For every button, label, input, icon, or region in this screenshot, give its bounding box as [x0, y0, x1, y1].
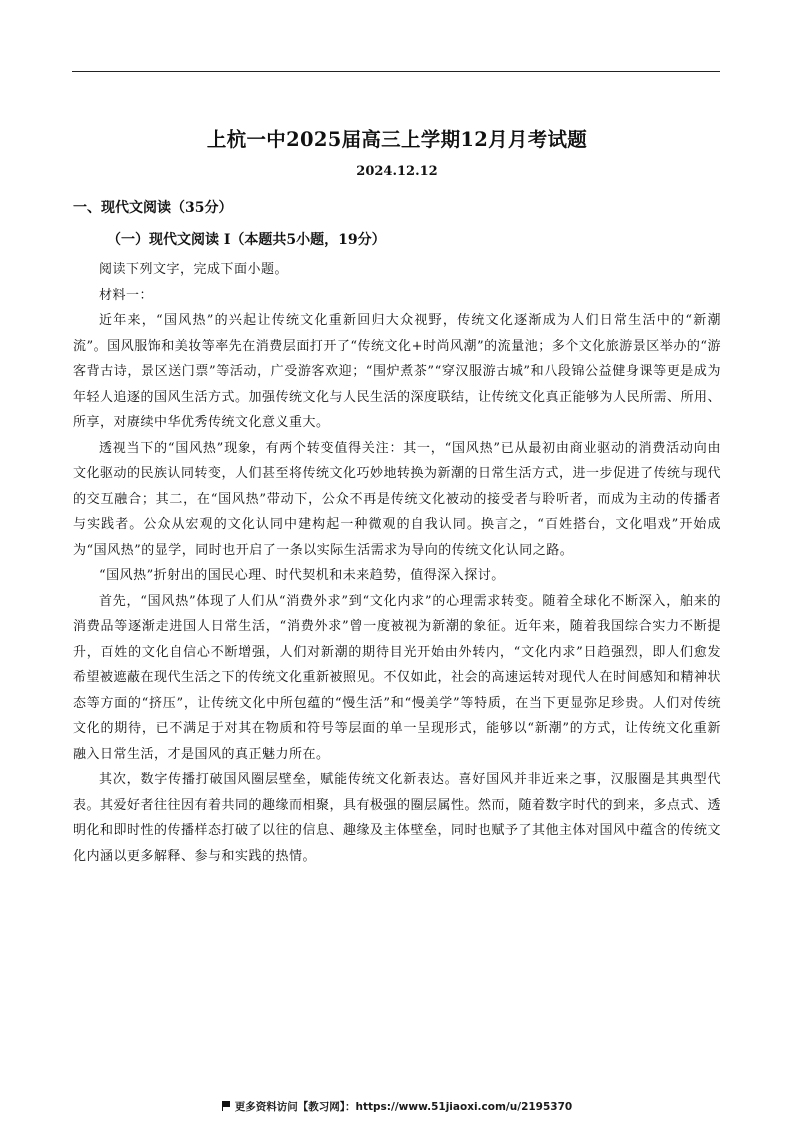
- header-rule: [72, 71, 720, 72]
- page-title: 上杭一中2025届高三上学期12月月考试题: [206, 128, 588, 151]
- flag-icon: [222, 1101, 231, 1111]
- passage-paragraph: 透视当下的“国风热”现象，有两个转变值得关注：其一，“国风热”已从最初由商业驱动的消费活动向由文化驱动的民族认同转变，人们甚至将传统文化巧妙地转换为新潮的日常生活方式，进一步促进了传统与现代的交互融合；其二，在“国风热”带动下，公众不再是传统文化被动的接受者与聆听者，而成为主动的传播者与实践者。公众从宏观的文化认同中建构起一种微观的自我认同。换言之，“百姓搭台，文化唱戏”开始成为“国风热”的显学，同时也开启了一条以实际生活需求为导向的传统文化认同之路。: [73, 440, 722, 558]
- passage-paragraph: 其次，数字传播打破国风圈层壁垒，赋能传统文化新表达。喜好国风并非近来之事，汉服圈是其典型代表。其爱好者往往因有着共同的趣缘而相聚，具有极强的圈层属性。然而，随着数字时代的到来，多点式、透明化和即时性的传播样态打破了以往的信息、趣缘及主体壁垒，同时也赋予了其他主体对国风中蕴含的传统文化内涵以更多解释、参与和实践的热情。: [73, 772, 722, 864]
- material-label: 材料一：: [99, 287, 154, 303]
- exam-date: 2024.12.12: [356, 164, 438, 179]
- instruction-paragraph: 阅读下列文字，完成下面小题。: [99, 262, 289, 277]
- footer-link[interactable]: [0, 1099, 794, 1114]
- subsection-heading: （一）现代文阅读 I（本题共5小题，19分）: [107, 232, 386, 248]
- passage-paragraph: 近年来，“国风热”的兴起让传统文化重新回归大众视野，传统文化逐渐成为人们日常生活中的“新潮流”。国风服饰和美妆等率先在消费层面打开了“传统文化+时尚风潮”的流量池；多个文化旅游景区举办的“游客背古诗，景区送门票”等活动，广受游客欢迎；“围炉煮茶”“穿汉服游古城”和八段锦公益健身课等更是成为年轻人追逐的国风生活方式。加强传统文化与人民生活的深度联结，让传统文化真正能够为人民所需、所用、所享，对赓续中华优秀传统文化意义重大。: [73, 313, 722, 430]
- passage-paragraph: “国风热”折射出的国民心理、时代契机和未来趋势，值得深入探讨。: [99, 568, 505, 583]
- passage-paragraph: 首先，“国风热”体现了人们从“消费外求”到“文化内求”的心理需求转变。随着全球化不断深入，舶来的消费品等逐渐走进国人日常生活，“消费外求”曾一度被视为新潮的象征。近年来，随着我国综合实力不断提升，百姓的文化自信心不断增强，人们对新潮的期待目光开始由外转内，“文化内求”日趋强烈，即人们愈发希望被遮蔽在现代生活之下的传统文化重新被照见。不仅如此，社会的高速运转对现代人在时间感知和精神状态等方面的“挤压”，让传统文化中所包蕴的“慢生活”和“慢美学”等特质，在当下更显弥足珍贵。人们对传统文化的期待，已不满足于对其在物质和符号等层面的单一呈现形式，能够以“新潮”的方式，让传统文化重新融入日常生活，才是国风的真正魅力所在。: [73, 593, 722, 762]
- footer-text[interactable]: 更多资料访问【教习网】：https://www.51jiaoxi.com/u/2195370: [234, 1101, 573, 1113]
- section-heading: 一、现代文阅读（35分）: [73, 200, 233, 216]
- reading-passage: [73, 257, 721, 869]
